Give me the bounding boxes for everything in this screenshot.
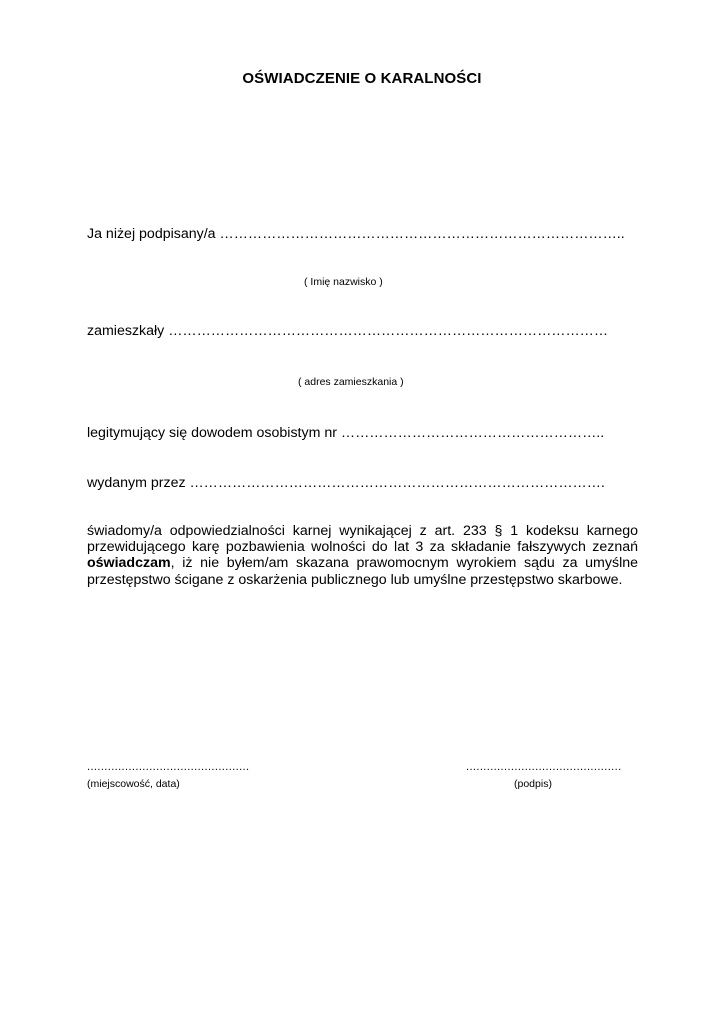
id-document-line: legitymujący się dowodem osobistym nr ………………………………………………..	[87, 425, 605, 441]
address-line: zamieszkały …………………………………………………………………………………	[87, 323, 609, 339]
issued-by-line: wydanym przez …………………………………………………………………………….	[87, 475, 605, 491]
place-date-label: (miejscowość, data)	[87, 778, 180, 790]
address-hint: ( adres zamieszkania )	[298, 376, 404, 388]
declaration-text-part1: świadomy/a odpowiedzialności karnej wynikającej z art. 233 § 1 kodeksu karnego przewidującego karę pozbawienia wolności do lat 3 za składanie fałszywych zeznań	[87, 523, 638, 556]
declaration-text-part2: , iż nie byłem/am skazana prawomocnym wyrokiem sądu za umyślne przestępstwo ścigane z oskarżenia publicznego lub umyślne przestępstwo skarbowe.	[87, 555, 638, 588]
document-title: OŚWIADCZENIE O KARALNOŚCI	[242, 70, 482, 87]
signature-label: (podpis)	[514, 778, 552, 790]
declaration-bold-word: oświadczam	[87, 555, 171, 572]
declaration-paragraph	[87, 523, 638, 588]
name-hint: ( Imię nazwisko )	[304, 276, 383, 288]
signature-line: .............................................	[466, 761, 622, 773]
name-line: Ja niżej podpisany/a …………………………………………………………………………..	[87, 226, 625, 242]
place-date-line: ...............................................	[87, 761, 250, 773]
